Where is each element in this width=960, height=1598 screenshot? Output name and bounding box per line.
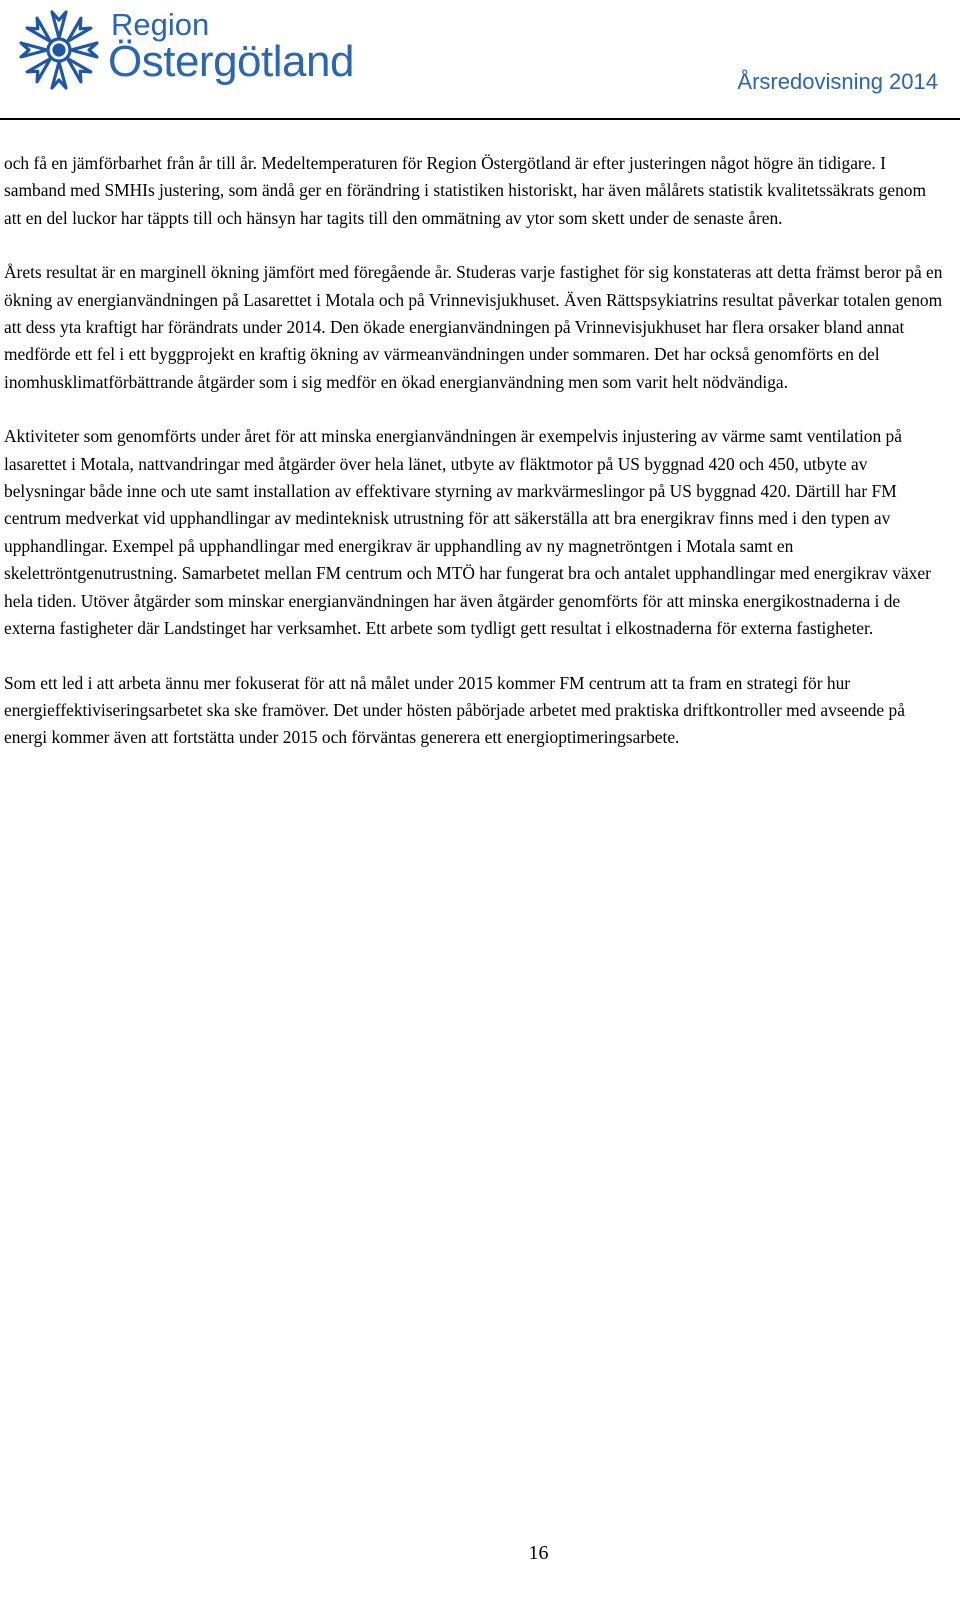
paragraph-3: Aktiviteter som genomförts under året för att minska energianvändningen är exempelvis injustering av värme samt ventilation på lasarettet i Motala, nattvandringar med åtgärder över hela länet, utbyte av fläktmotor på US byggnad 420 och 450, utbyte av belysningar både inne och ute samt installation av effektivare styrning av markvärmeslingor på US byggnad 420. Därtill har FM centrum medverkat vid upphandlingar av medinteknisk utrustning för att säkerställa att bra energikrav finns med i den typen av upphandlingar. Exempel på upphandlingar med energikrav är upphandling av ny magnetröntgen i Motala samt en skelettröntgenutrustning. Samarbetet mellan FM centrum och MTÖ har fungerat bra och antalet upphandlingar med energikrav växer hela tiden. Utöver åtgärder som minskar energianvändningen har även åtgärder genomförts för att minska energikostnaderna i de externa fastigheter där Landstinget har verksamhet. Ett arbete som tydligt gett resultat i elkostnaderna för externa fastigheter.	[4, 426, 931, 639]
logo-text-ostergotland: Östergötland	[108, 37, 354, 86]
paragraph-2: Årets resultat är en marginell ökning jämfört med föregående år. Studeras varje fastighet för sig konstateras att detta främst beror på en ökning av energianvändningen på Lasarettet i Motala och på Vrinnevisjukhuset. Även Rättspsykiatrins resultat påverkar totalen genom att dess yta kraftigt har förändrats under 2014. Den ökade energianvändningen på Vrinnevisjukhuset har flera orsaker bland annat medförde ett fel i ett byggprojekt en kraftig ökning av värmeanvändningen under sommaren. Det har också genomförts en del inomhusklimatförbättrande åtgärder som i sig medför en ökad energianvändning men som varit helt nödvändiga.	[4, 262, 943, 392]
paragraph-1: och få en jämförbarhet från år till år. Medeltemperaturen för Region Östergötland är efter justeringen något högre än tidigare. I samband med SMHIs justering, som ändå ger en förändring i statistiken historiskt, har även målårets statistik kvalitetssäkrats genom att en del luckor har täppts till och hänsyn har tagits till den ommätning av ytor som skett under de senaste åren.	[4, 153, 927, 228]
header-divider	[0, 118, 960, 120]
flower-star-logo-icon	[15, 6, 103, 94]
logo-text-region: Region	[111, 7, 210, 42]
report-title: Årsredovisning 2014	[737, 69, 938, 94]
page-header	[0, 0, 960, 124]
region-ostergotland-logo	[15, 6, 365, 96]
page-number: 16	[528, 1542, 549, 1564]
document-body	[4, 150, 944, 779]
paragraph-4: Som ett led i att arbeta ännu mer fokuserat för att nå målet under 2015 kommer FM centrum att ta fram en strategi för hur energieffektiviseringsarbetet ska ske framöver. Det under hösten påbörjade arbetet med praktiska driftkontroller med avseende på energi kommer även att fortstätta under 2015 och förväntas generera ett energioptimeringsarbete.	[4, 672, 905, 748]
